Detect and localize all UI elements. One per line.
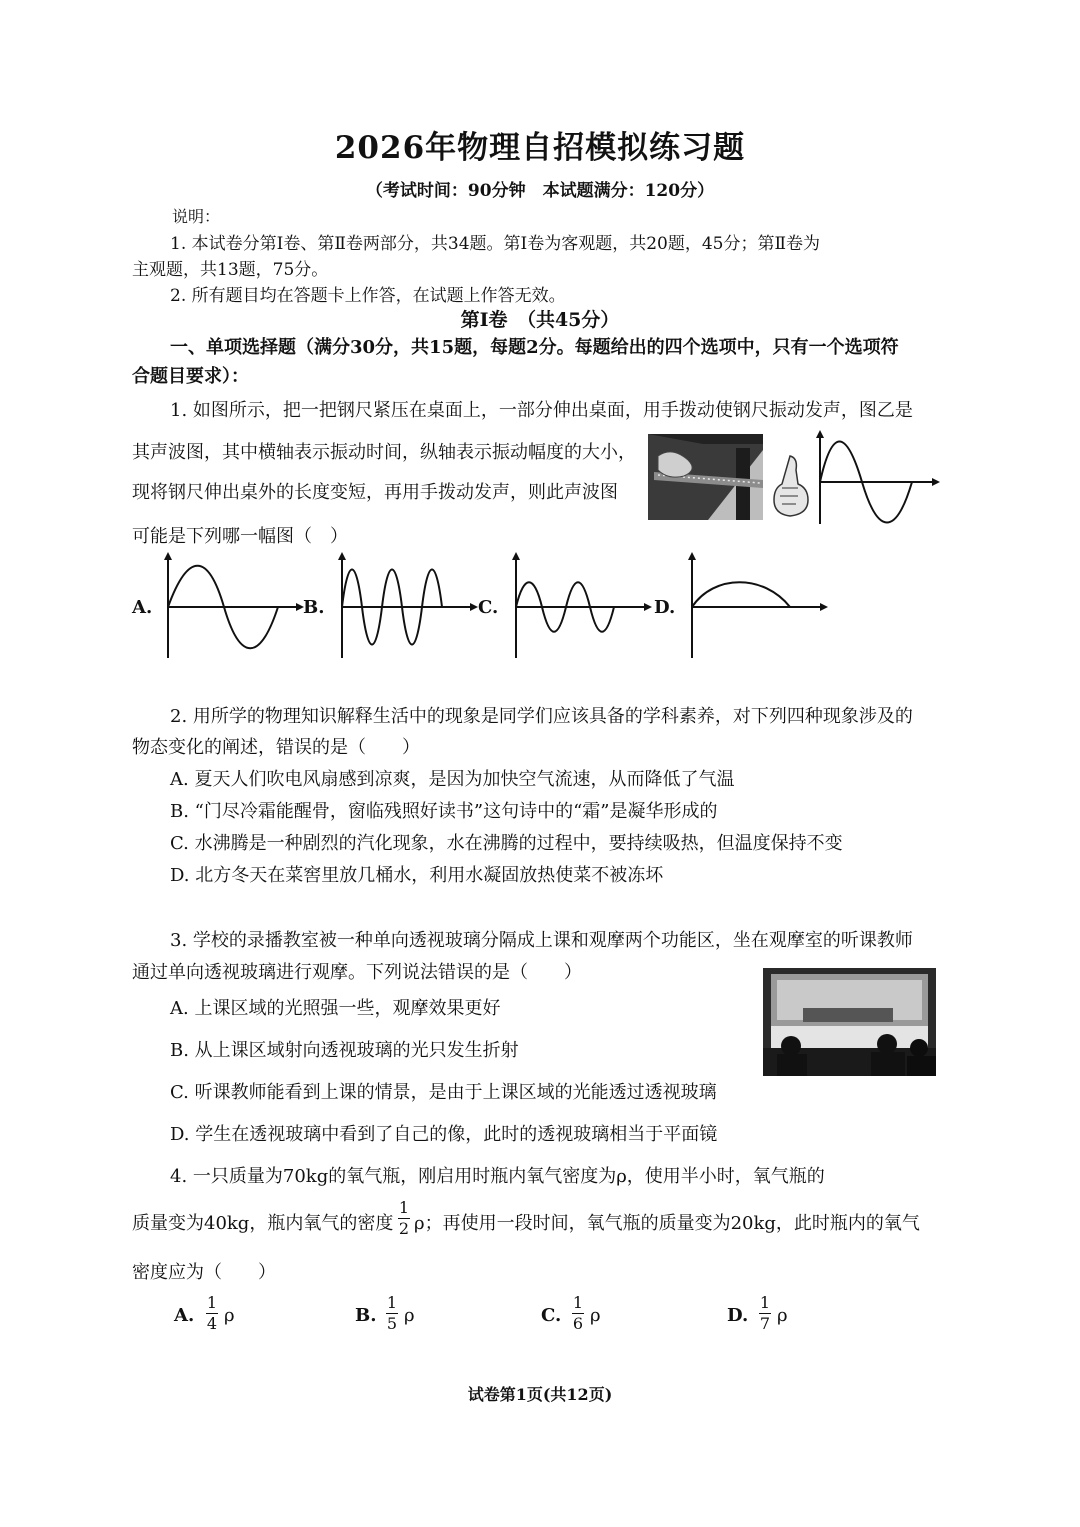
q4-option-c-label[interactable]: C. bbox=[541, 1305, 562, 1326]
q4-fraction-denominator: 2 bbox=[398, 1219, 410, 1238]
instruction-line-2: 2. 所有题目均在答题卡上作答，在试题上作答无效。 bbox=[170, 286, 566, 306]
exam-title: 2026年物理自招模拟练习题 bbox=[334, 130, 746, 166]
q4-line-2a: 质量变为40kg，瓶内氧气的密度 bbox=[132, 1213, 394, 1234]
q4-option-a-fraction[interactable] bbox=[206, 1294, 218, 1333]
q2-line-1: 2. 用所学的物理知识解释生活中的现象是同学们应该具备的学科素养，对下列四种现象涉及的 bbox=[170, 706, 913, 727]
q2-option-a[interactable]: A. 夏天人们吹电风扇感到凉爽，是因为加快空气流速，从而降低了气温 bbox=[170, 769, 735, 790]
q3-line-1: 3. 学校的录播教室被一种单向透视玻璃分隔成上课和观摩两个功能区，坐在观摩室的听课教师 bbox=[170, 930, 913, 951]
classroom-photo bbox=[763, 968, 936, 1076]
q1-option-c-waveform[interactable] bbox=[508, 552, 652, 660]
reference-waveform bbox=[812, 430, 940, 524]
q3-option-a[interactable]: A. 上课区域的光照强一些，观摩效果更好 bbox=[170, 998, 501, 1019]
q4-option-a-label[interactable]: A. bbox=[174, 1305, 195, 1326]
instructions-label: 说明： bbox=[172, 207, 221, 226]
q1-option-a-label: A. bbox=[132, 597, 153, 618]
instruction-line-1b: 主观题，共13题，75分。 bbox=[132, 260, 329, 280]
q4-option-a-num: 1 bbox=[206, 1293, 218, 1312]
q4-density-fraction bbox=[398, 1199, 410, 1238]
q1-line-3: 现将钢尺伸出桌外的长度变短，再用手拨动发声，则此声波图 bbox=[132, 482, 618, 503]
q4-line-1: 4. 一只质量为70kg的氧气瓶，刚启用时瓶内氧气密度为ρ，使用半小时，氧气瓶的 bbox=[170, 1166, 825, 1187]
q3-option-d[interactable]: D. 学生在透视玻璃中看到了自己的像，此时的透视玻璃相当于平面镜 bbox=[170, 1124, 718, 1145]
q4-option-d-fraction[interactable] bbox=[759, 1294, 771, 1333]
q4-option-b-label[interactable]: B. bbox=[355, 1305, 377, 1326]
q4-option-b-fraction[interactable] bbox=[386, 1294, 398, 1333]
q4-fraction-numerator: 1 bbox=[398, 1198, 410, 1217]
hand-icon bbox=[768, 452, 812, 518]
q1-option-c-label: C. bbox=[478, 597, 499, 618]
q4-option-c-unit: ρ bbox=[590, 1305, 601, 1326]
q1-option-b-waveform[interactable] bbox=[334, 552, 478, 660]
part-one-heading-cont: 合题目要求）： bbox=[132, 366, 249, 387]
q4-line-3: 密度应为（ ） bbox=[132, 1262, 276, 1283]
q1-option-d-label: D. bbox=[654, 597, 676, 618]
section-title: 第Ⅰ卷 （共45分） bbox=[460, 309, 620, 331]
q4-option-c-fraction[interactable] bbox=[572, 1294, 584, 1333]
q3-option-b[interactable]: B. 从上课区域射向透视玻璃的光只发生折射 bbox=[170, 1040, 519, 1061]
ruler-photo bbox=[648, 434, 763, 520]
q4-option-c-num: 1 bbox=[572, 1293, 584, 1312]
part-one-heading: 一、单项选择题（满分30分，共15题，每题2分。每题给出的四个选项中，只有一个选项符 bbox=[170, 337, 899, 358]
q4-option-b-num: 1 bbox=[386, 1293, 398, 1312]
q4-option-a-unit: ρ bbox=[224, 1305, 235, 1326]
q4-option-b-unit: ρ bbox=[404, 1305, 415, 1326]
q1-option-b-label: B. bbox=[303, 597, 325, 618]
q4-option-c-den: 6 bbox=[572, 1314, 584, 1333]
q4-option-a-den: 4 bbox=[206, 1314, 218, 1333]
q1-line-1: 1. 如图所示，把一把钢尺紧压在桌面上，一部分伸出桌面，用手拨动使钢尺振动发声，图乙是 bbox=[170, 400, 913, 421]
q2-option-b[interactable]: B. “门尽冷霜能醒骨，窗临残照好读书”这句诗中的“霜”是凝华形成的 bbox=[170, 801, 718, 822]
q4-line-2b: ρ；再使用一段时间，氧气瓶的质量变为20kg，此时瓶内的氧气 bbox=[414, 1213, 920, 1234]
q1-line-2: 其声波图，其中横轴表示振动时间，纵轴表示振动幅度的大小， bbox=[132, 442, 636, 463]
q3-line-2: 通过单向透视玻璃进行观摩。下列说法错误的是（ ） bbox=[132, 962, 582, 983]
q4-option-d-unit: ρ bbox=[777, 1305, 788, 1326]
q2-line-2: 物态变化的阐述，错误的是（ ） bbox=[132, 737, 420, 758]
q4-option-b-den: 5 bbox=[386, 1314, 398, 1333]
q1-option-a-waveform[interactable] bbox=[160, 552, 304, 660]
q3-option-c[interactable]: C. 听课教师能看到上课的情景，是由于上课区域的光能透过透视玻璃 bbox=[170, 1082, 717, 1103]
q2-option-d[interactable]: D. 北方冬天在菜窖里放几桶水，利用水凝固放热使菜不被冻坏 bbox=[170, 865, 664, 886]
q4-option-d-den: 7 bbox=[759, 1314, 771, 1333]
instruction-line-1a: 1. 本试卷分第Ⅰ卷、第Ⅱ卷两部分，共34题。第Ⅰ卷为客观题，共20题，45分；第Ⅱ卷为 bbox=[170, 234, 821, 254]
exam-subtitle: （考试时间：90分钟 本试题满分：120分） bbox=[365, 181, 715, 201]
q1-option-d-waveform[interactable] bbox=[684, 552, 828, 660]
q4-option-d-num: 1 bbox=[759, 1293, 771, 1312]
q1-line-4: 可能是下列哪一幅图（ ） bbox=[132, 526, 348, 547]
page-number: 试卷第1页(共12页) bbox=[467, 1385, 613, 1404]
q4-option-d-label[interactable]: D. bbox=[727, 1305, 749, 1326]
q2-option-c[interactable]: C. 水沸腾是一种剧烈的汽化现象，水在沸腾的过程中，要持续吸热，但温度保持不变 bbox=[170, 833, 843, 854]
